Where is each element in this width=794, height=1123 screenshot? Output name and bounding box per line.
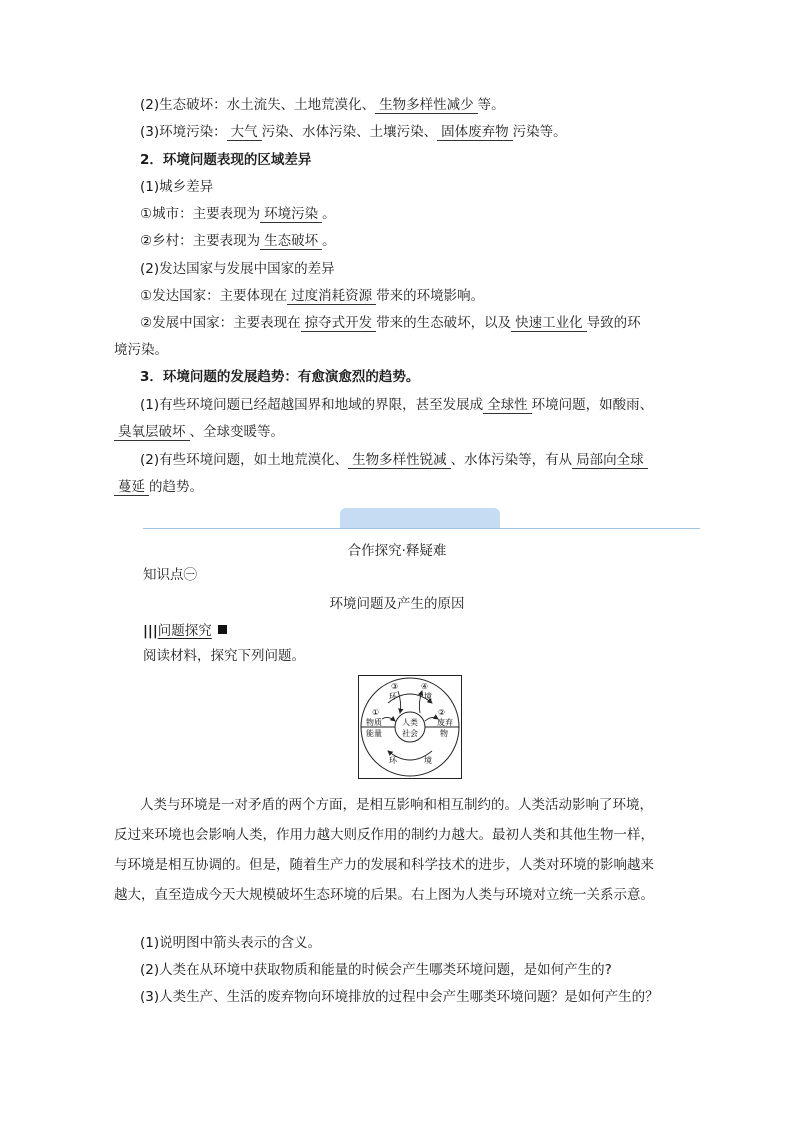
banner-tab xyxy=(340,508,500,528)
text: (1)有些环境问题已经超越国界和地域的界限，甚至发展成 xyxy=(140,397,484,413)
label-matter: 物质 xyxy=(366,718,382,727)
developing-line-cont: 境污染。 xyxy=(114,342,168,358)
text: 带来的生态破坏，以及 xyxy=(376,315,512,331)
arrow-4 xyxy=(419,691,422,713)
question-2: (2)人类在从环境中获取物质和能量的时候会产生哪类环境问题，是如何产生的? xyxy=(140,962,612,978)
label-env: 境 xyxy=(424,756,432,765)
label-energy: 能量 xyxy=(366,729,382,738)
text: 、水体污染等，有从 xyxy=(450,452,573,468)
text: (2)生态破坏：水土流失、土地荒漠化、 xyxy=(140,97,376,113)
text: 。 xyxy=(322,233,336,249)
label-waste: 废弃 xyxy=(437,718,453,727)
pollution-line xyxy=(140,123,567,141)
material-line: 人类与环境是一对矛盾的两个方面，是相互影响和相互制约的。人类活动影响了环境， xyxy=(140,797,653,813)
eco-damage-line xyxy=(140,96,505,114)
question-3: (3)人类生产、生活的废弃物向环境排放的过程中会产生哪类环境问题？是如何产生的？ xyxy=(140,989,659,1005)
label-human: 人类 xyxy=(402,718,418,727)
text: (2)有些环境问题，如土地荒漠化、 xyxy=(140,452,349,468)
label-society: 社会 xyxy=(402,729,418,738)
square-icon xyxy=(218,625,227,634)
answer-blank: 生态破坏 xyxy=(260,233,322,250)
banner-rule xyxy=(143,528,700,529)
city-line xyxy=(140,205,336,223)
material-paragraph xyxy=(140,790,710,820)
inquiry-label: 问题探究 xyxy=(157,623,212,639)
country-diff-subheading: (2)发达国家与发展中国家的差异 xyxy=(140,261,335,277)
label-num2: ② xyxy=(438,708,446,717)
developed-line xyxy=(140,287,484,305)
label-num3: ③ xyxy=(391,682,399,691)
text: 带来的环境影响。 xyxy=(376,288,485,304)
text: 导致的环 xyxy=(586,315,641,331)
urban-rural-subheading: (1)城乡差异 xyxy=(140,179,214,195)
trend-1-line xyxy=(140,396,653,414)
text: 污染、水体污染、土壤污染、 xyxy=(261,124,438,140)
label-num1: ① xyxy=(372,708,380,717)
text: 、全球变暖等。 xyxy=(189,424,284,440)
text: 环境问题，如酸雨、 xyxy=(531,397,654,413)
answer-blank: 局部向全球 xyxy=(572,452,648,469)
knowledge-point-label: 知识点㊀ xyxy=(143,567,197,583)
question-1: (1)说明图中箭头表示的含义。 xyxy=(140,935,322,951)
text: ①城市：主要表现为 xyxy=(140,206,261,222)
village-line xyxy=(140,232,336,250)
topic-title: 环境问题及产生的原因 xyxy=(329,596,465,612)
trend-2-line xyxy=(140,451,648,469)
answer-blank: 固体废弃物 xyxy=(437,124,513,141)
answer-blank: 掠夺式开发 xyxy=(301,315,377,332)
text: ①发达国家：主要体现在 xyxy=(140,288,288,304)
text: (3)环境污染： xyxy=(140,124,227,140)
text: ②乡村：主要表现为 xyxy=(140,233,261,249)
arrow-3 xyxy=(398,691,401,713)
material-paragraph-cont xyxy=(114,820,684,910)
label-waste-2: 物 xyxy=(440,729,448,738)
answer-blank: 环境污染 xyxy=(260,206,322,223)
developing-line xyxy=(140,314,641,332)
trend-2-line-cont xyxy=(114,478,203,496)
trend-1-line-cont xyxy=(114,423,284,441)
answer-blank: 臭氧层破坏 xyxy=(114,424,190,441)
arrow-1 xyxy=(382,717,395,721)
section-2-heading: 2．环境问题表现的区域差异 xyxy=(140,152,312,168)
text: 等。 xyxy=(477,97,505,113)
label-env: 境 xyxy=(424,692,432,701)
section-3-heading: 3．环境问题的发展趋势：有愈演愈烈的趋势。 xyxy=(140,369,420,385)
problem-inquiry-heading xyxy=(143,619,227,639)
material-line: 越大，直至造成今天大规模破坏生态环境的后果。右上图为人类与环境对立统一关系示意。 xyxy=(114,887,654,903)
material-line: 与环境是相互协调的。但是，随着生产力的发展和科学技术的进步，人类对环境的影响越来 xyxy=(114,857,654,873)
material-line: 反过来环境也会影响人类，作用力越大则反作用的制约力越大。最初人类和其他生物一样， xyxy=(114,827,654,843)
text: 的趋势。 xyxy=(149,479,203,495)
instruction: 阅读材料，探究下列问题。 xyxy=(143,648,305,664)
text: 。 xyxy=(322,206,336,222)
answer-blank: 大气 xyxy=(227,124,262,141)
answer-blank: 生物多样性减少 xyxy=(375,97,478,114)
label-num4: ④ xyxy=(421,682,429,691)
answer-blank: 快速工业化 xyxy=(511,315,587,332)
inquiry-bars: ||| xyxy=(143,623,158,639)
answer-blank: 过度消耗资源 xyxy=(287,288,376,305)
text: 污染等。 xyxy=(512,124,567,140)
label-env: 环 xyxy=(389,692,397,701)
label-env: 环 xyxy=(389,756,397,765)
banner-title: 合作探究·释疑难 xyxy=(347,543,447,559)
answer-blank: 蔓延 xyxy=(114,479,149,496)
answer-blank: 全球性 xyxy=(483,397,532,414)
human-environment-diagram xyxy=(358,675,462,779)
text: ②发展中国家：主要表现在 xyxy=(140,315,301,331)
answer-blank: 生物多样性锐减 xyxy=(348,452,451,469)
